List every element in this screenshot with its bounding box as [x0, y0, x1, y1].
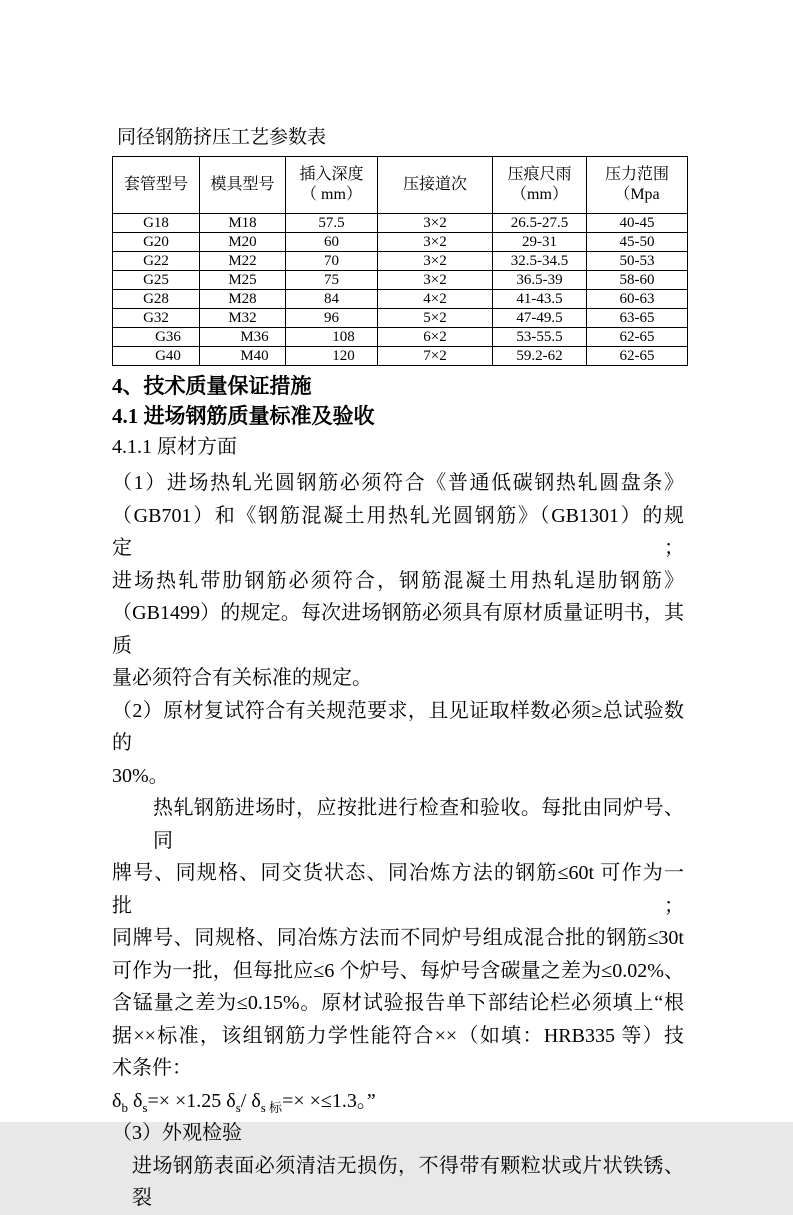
table-cell: 70: [286, 252, 378, 271]
section-heading: 4、技术质量保证措施: [112, 374, 312, 398]
table-cell: 47-49.5: [493, 309, 587, 328]
table-row: [113, 271, 688, 290]
table-row: [113, 328, 688, 347]
text-line: 热轧钢筋进场时，应按批进行检查和验收。每批由同炉号、同: [153, 797, 684, 852]
col-header-label: 压痕尺雨: [507, 166, 572, 183]
col-header-label: 套管型号: [123, 176, 188, 193]
formula-part: =× ×≤1.3。”: [282, 1089, 376, 1112]
table-cell: 3×2: [378, 214, 493, 233]
table-row: [113, 347, 688, 366]
table-cell: G18: [113, 214, 200, 233]
col-header-label: 压力范围: [604, 166, 669, 183]
table-cell: 62-65: [587, 328, 688, 347]
table-cell: 108: [286, 328, 378, 347]
formula-part: / δ: [240, 1089, 261, 1112]
text-line: （2）原材复试符合有关规范要求，且见证取样数必须≥总试验数的: [112, 699, 684, 754]
text-line: 术条件：: [112, 1057, 192, 1079]
table-cell: M36: [200, 328, 286, 347]
table-cell: 6×2: [378, 328, 493, 347]
table-cell: 58-60: [587, 271, 688, 290]
body-text: [112, 467, 684, 1215]
text-line: 同牌号、同规格、同冶炼方法而不同炉号组成混合批的钢筋≤30t: [112, 927, 684, 949]
table-cell: M18: [200, 214, 286, 233]
table-row: [113, 252, 688, 271]
col-header-sleeve-model: [113, 157, 200, 214]
formula-subscript: s: [142, 1099, 148, 1115]
formula-subscript: s 标: [260, 1099, 283, 1115]
subsubsection-heading: 4.1.1 原材方面: [112, 436, 237, 458]
col-header-press-passes: [378, 157, 493, 214]
col-header-label: 压接道次: [402, 176, 467, 193]
formula-subscript: b: [121, 1099, 128, 1115]
table-cell: 4×2: [378, 290, 493, 309]
table-cell: 29-31: [493, 233, 587, 252]
col-header-die-model: [200, 157, 286, 214]
table-cell: 36.5-39: [493, 271, 587, 290]
table-row: [113, 309, 688, 328]
table-cell: 120: [286, 347, 378, 366]
table-cell: 26.5-27.5: [493, 214, 587, 233]
table-cell: 53-55.5: [493, 328, 587, 347]
text-line: 30%。: [112, 764, 169, 787]
table-cell: M20: [200, 233, 286, 252]
col-header-unit: （Mpa: [614, 186, 660, 203]
table-cell: 63-65: [587, 309, 688, 328]
table-cell: G20: [113, 233, 200, 252]
formula-part: δ: [127, 1089, 143, 1112]
table-cell: 41-43.5: [493, 290, 587, 309]
formula-subscript: s: [235, 1099, 241, 1115]
table-body: [113, 214, 688, 366]
table-cell: 59.2-62: [493, 347, 587, 366]
table-cell: 57.5: [286, 214, 378, 233]
formula-line: [112, 1085, 684, 1118]
table-header-row: [113, 157, 688, 214]
table-cell: M40: [200, 347, 286, 366]
text-line: （GB1499）的规定。每次进场钢筋必须具有原材质量证明书，其质: [112, 602, 684, 657]
table-row: [113, 233, 688, 252]
table-cell: 62-65: [587, 347, 688, 366]
table-cell: G36: [113, 328, 200, 347]
text-line: 可作为一批，但每批应≤6 个炉号、每炉号含碳量之差为≤0.02%、: [112, 959, 684, 982]
table-cell: 5×2: [378, 309, 493, 328]
text-line: 进场钢筋表面必须清洁无损伤，不得带有颗粒状或片状铁锈、裂: [132, 1154, 684, 1209]
text-line: （3）外观检验: [112, 1122, 242, 1144]
table-cell: M22: [200, 252, 286, 271]
text-line: 进场热轧带肋钢筋必须符合，钢筋混凝土用热轧逞肋钢筋》: [112, 569, 684, 592]
table-cell: 40-45: [587, 214, 688, 233]
table-cell: G28: [113, 290, 200, 309]
table-cell: G40: [113, 347, 200, 366]
table-cell: G25: [113, 271, 200, 290]
extrusion-parameters-table: [112, 156, 688, 366]
table-cell: 45-50: [587, 233, 688, 252]
table-cell: 3×2: [378, 271, 493, 290]
table-cell: 50-53: [587, 252, 688, 271]
table-title: 同径钢筋挤压工艺参数表: [117, 127, 327, 148]
text-line: 含锰量之差为≤0.15%。原材试验报告单下部结论栏必须填上“根: [112, 992, 684, 1014]
col-header-label: 插入深度: [299, 166, 364, 183]
table-row: [113, 214, 688, 233]
text-line: （1）进场热轧光圆钢筋必须符合《普通低碳钢热轧圆盘条》: [112, 472, 684, 494]
table-header: [113, 157, 688, 214]
text-line: 牌号、同规格、同交货状态、同冶炼方法的钢筋≤60t 可作为一批；: [112, 862, 684, 917]
table-cell: 96: [286, 309, 378, 328]
table-cell: M32: [200, 309, 286, 328]
table-cell: 84: [286, 290, 378, 309]
col-header-indentation-size: [493, 157, 587, 214]
col-header-label: 模具型号: [210, 176, 275, 193]
text-line: （GB701）和《钢筋混凝土用热轧光圆钢筋》（GB1301）的规定；: [112, 504, 684, 559]
table-cell: 75: [286, 271, 378, 290]
col-header-unit: （mm）: [511, 186, 568, 203]
table-cell: 3×2: [378, 252, 493, 271]
table-cell: G32: [113, 309, 200, 328]
subsection-heading: 4.1 进场钢筋质量标准及验收: [112, 404, 375, 428]
table-cell: M25: [200, 271, 286, 290]
col-header-unit: （ mm）: [301, 186, 362, 203]
text-line: 据××标准，该组钢筋力学性能符合××（如填：HRB335 等）技: [112, 1024, 684, 1047]
formula-part: δ: [112, 1089, 122, 1112]
table-cell: 60-63: [587, 290, 688, 309]
table-cell: 7×2: [378, 347, 493, 366]
table-row: [113, 290, 688, 309]
table-cell: 3×2: [378, 233, 493, 252]
table-cell: 60: [286, 233, 378, 252]
table-cell: 32.5-34.5: [493, 252, 587, 271]
formula-part: =× ×1.25 δ: [147, 1089, 236, 1112]
table-cell: G22: [113, 252, 200, 271]
document-content: [112, 126, 684, 1215]
col-header-pressure-range: [587, 157, 688, 214]
table-cell: M28: [200, 290, 286, 309]
text-line: 量必须符合有关标准的规定。: [112, 667, 372, 689]
col-header-insert-depth: [286, 157, 378, 214]
